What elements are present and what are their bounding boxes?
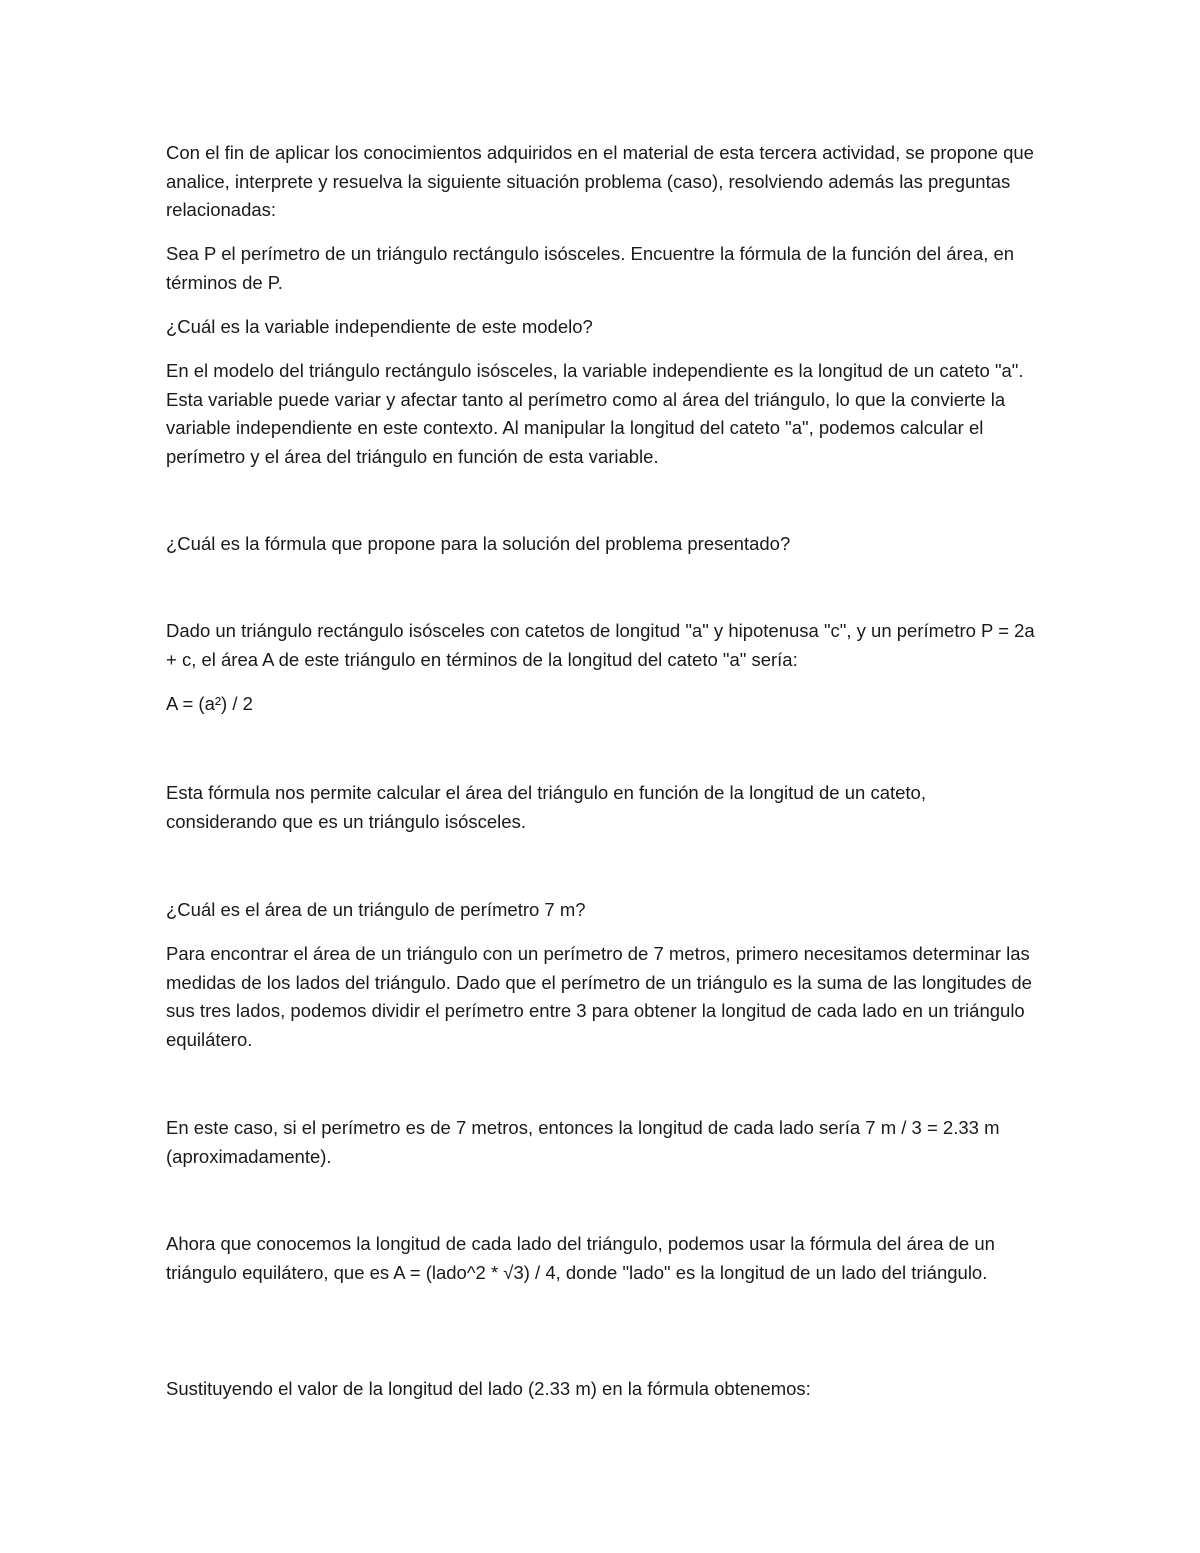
- side-length-calculation: En este caso, si el perímetro es de 7 metros, entonces la longitud de cada lado sería 7 m / 3 = 2.33 m (aproximadamente).: [166, 1117, 1000, 1167]
- equilateral-area-formula: Ahora que conocemos la longitud de cada lado del triángulo, podemos usar la fórmula del área de un triángulo equilátero, que es A = (lado^2 * √3) / 4, donde "lado" es la longitud de un lado del triángulo.: [166, 1233, 995, 1283]
- question-area-perimeter-7: ¿Cuál es el área de un triángulo de perímetro 7 m?: [166, 899, 586, 920]
- area-formula: A = (a²) / 2: [166, 693, 253, 714]
- question-independent-variable: ¿Cuál es la variable independiente de este modelo?: [166, 316, 593, 337]
- answer-formula-intro: Dado un triángulo rectángulo isósceles con catetos de longitud "a" y hipotenusa "c", y un perímetro P = 2a + c, el área A de este triángulo en términos de la longitud del cateto "a" sería:: [166, 620, 1035, 670]
- substitution-line: Sustituyendo el valor de la longitud del lado (2.33 m) en la fórmula obtenemos:: [166, 1378, 811, 1399]
- question-formula: ¿Cuál es la fórmula que propone para la solución del problema presentado?: [166, 533, 791, 554]
- intro-paragraph: Con el fin de aplicar los conocimientos adquiridos en el material de esta tercera actividad, se propone que analice, interprete y resuelva la siguiente situación problema (caso), resolviendo además las preguntas relacionadas:: [166, 142, 1034, 220]
- answer-independent-variable: En el modelo del triángulo rectángulo isósceles, la variable independiente es la longitud de un cateto "a". Esta variable puede variar y afectar tanto al perímetro como al área del triángulo, lo que la convierte la variable independiente en este contexto. Al manipular la longitud del cateto "a", podemos calcular el perímetro y el área del triángulo en función de esta variable.: [166, 360, 1024, 467]
- problem-statement: Sea P el perímetro de un triángulo rectángulo isósceles. Encuentre la fórmula de la función del área, en términos de P.: [166, 243, 1015, 293]
- formula-explanation: Esta fórmula nos permite calcular el área del triángulo en función de la longitud de un cateto, considerando que es un triángulo isósceles.: [166, 782, 926, 832]
- answer-area-intro: Para encontrar el área de un triángulo con un perímetro de 7 metros, primero necesitamos determinar las medidas de los lados del triángulo. Dado que el perímetro de un triángulo es la suma de las longitudes de sus tres lados, podemos dividir el perímetro entre 3 para obtener la longitud de cada lado en un triángulo equilátero.: [166, 943, 1032, 1050]
